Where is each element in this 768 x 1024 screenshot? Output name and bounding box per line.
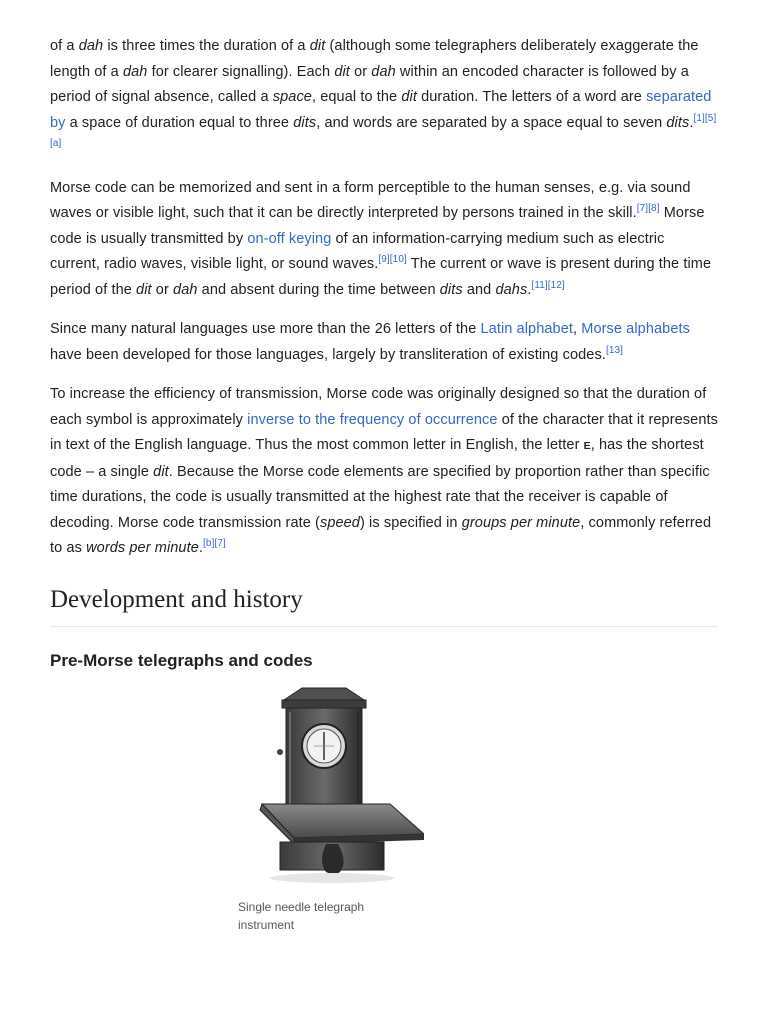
paragraph-perception [50,176,718,304]
term-dits: dits [293,114,317,131]
text: is three times the duration of a [103,38,310,54]
paragraph-efficiency [50,382,718,562]
term-dah: dah [371,63,396,80]
term-dit: dit [153,463,169,480]
term-groups-per-minute: groups per minute [461,514,581,531]
article-content [50,34,718,673]
text: of a [50,38,79,54]
term-dahs: dahs [495,281,528,298]
text: for clearer signalling). Each [147,63,335,80]
text: ) is specified in [359,514,462,531]
term-dit: dit [309,38,326,54]
link-morse-alphabets[interactable]: Morse alphabets [581,321,690,337]
term-dah: dah [173,281,198,298]
text: , commonly referred to as [50,514,712,556]
term-dit: dit [334,63,350,80]
term-dits: dits [666,114,690,131]
term-words-per-minute: words per minute [86,540,199,556]
text: Morse code is usually transmitted by [50,205,705,247]
text: . [689,114,694,131]
reference-link[interactable]: [9][10] [378,254,407,265]
text: or [151,281,174,298]
subsection-heading: Pre-Morse telegraphs and codes [50,650,313,670]
text: To increase the efficiency of transmission, Morse code was originally designed so that the duration of each symbol is approximately [50,386,707,428]
figure-telegraph [238,676,428,934]
text: or [349,63,372,80]
reference-link[interactable]: [b][7] [203,538,226,549]
term-dit: dit [136,281,152,298]
term-speed: speed [319,514,360,531]
term-dit: dit [401,89,417,105]
text: have been developed for those languages, largely by transliteration of existing codes. [50,346,606,363]
term-dah: dah [122,63,148,80]
paragraph-alphabets [50,317,718,368]
link-separated-by[interactable]: separated by [50,89,712,131]
link-on-off-keying[interactable]: on-off keying [247,230,332,247]
telegraph-instrument-illustration[interactable] [254,676,424,886]
reference-link[interactable]: [13] [605,344,624,356]
term-space: space [272,89,312,105]
paragraph-timing [50,34,718,162]
text: of an information-carrying medium such as electric current, radio waves, visible light, or sound waves. [50,230,665,272]
link-letter-frequency[interactable]: inverse to the frequency of occurrence [247,411,498,428]
reference-link[interactable]: [7][8] [636,203,660,214]
link-latin-alphabet[interactable]: Latin alphabet [480,321,573,337]
text: Morse code can be memorized and sent in a form perceptible to the human senses, e.g. via sound waves or visible light, such that it can be directly interpreted by persons trained in the skill. [50,179,691,221]
text: , and words are separated by a space equal to seven [316,114,667,131]
text: . Because the Morse code elements are specified by proportion rather than specific time durations, the code is usually transmitted at the highest rate that the receiver is capable of decoding. Morse code transmission rate ( [50,463,710,531]
text: and absent during the time between [197,281,440,298]
letter-e: E [583,440,591,452]
text: of the character that it represents in text of the English language. Thus the most common letter in English, the letter [50,411,718,453]
text: (although some telegraphers deliberately exaggerate the length of a [50,38,699,80]
figure-caption: Single needle telegraph instrument [238,900,365,932]
text: The current or wave is present during the time period of the [50,256,712,298]
text: a space of duration equal to three [65,114,294,131]
text: . [198,540,204,556]
term-dah: dah [78,38,104,54]
text: , has the shortest code – a single [50,437,704,480]
reference-link[interactable]: [11][12] [531,279,565,291]
text: , equal to the [311,89,402,105]
term-dits: dits [439,281,463,298]
text: , [573,321,582,337]
text: duration. The letters of a word are [416,89,647,105]
section-heading: Development and history [50,584,718,627]
text: within an encoded character is followed by a period of signal absence, called a [50,63,689,105]
text: and [462,281,496,298]
text: Since many natural languages use more than the 26 letters of the [50,321,481,337]
text: . [527,281,532,298]
reference-link[interactable]: [1][5][a] [50,112,717,149]
